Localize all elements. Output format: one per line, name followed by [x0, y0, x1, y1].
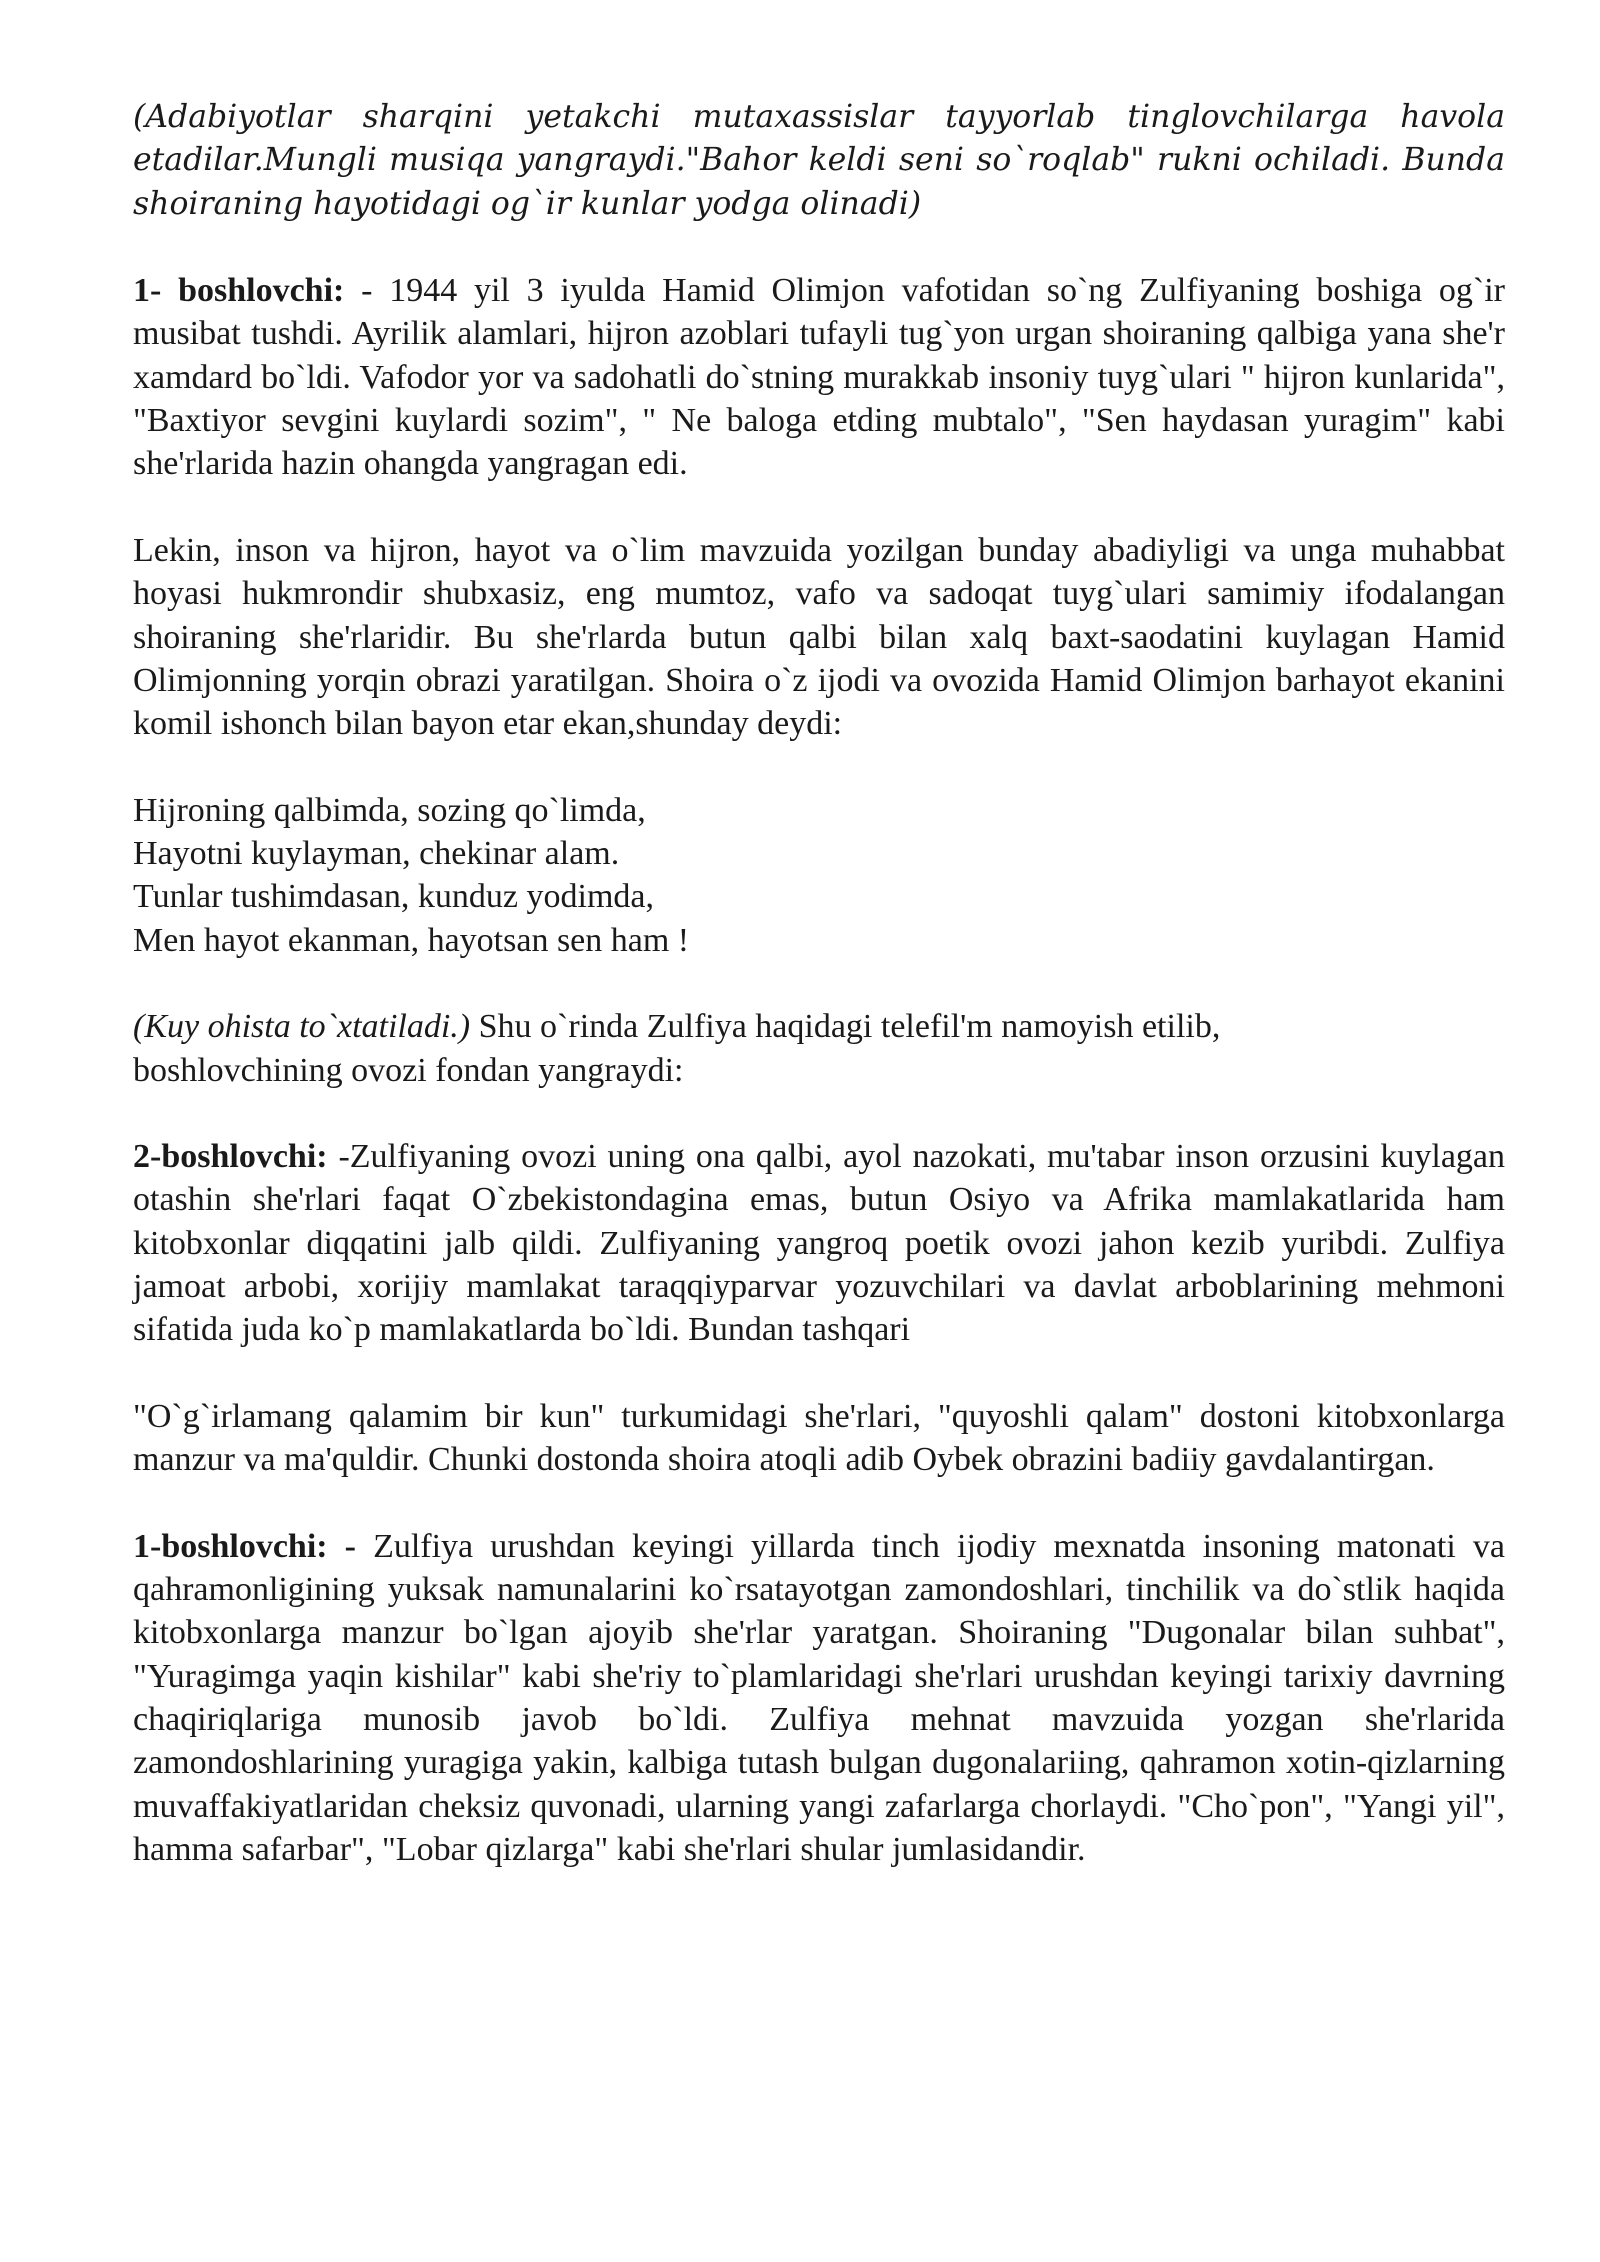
poem-line-1: Hijroning qalbimda, sozing qo`limda,: [133, 791, 646, 829]
stage-note-italic: (Kuy ohista to`xtatiladi.): [133, 1008, 471, 1046]
paragraph-third: "O`g`irlamang qalamim bir kun" turkumidagi she'rlari, "quyoshli qalam" dostoni kitobxonlarga manzur va ma'quldir. Chunki dostonda shoira atoqli adib Oybek obrazini badiiy gavdalantirgan.: [133, 1397, 1505, 1479]
poem-quatrain: [133, 789, 1505, 962]
section-third-host-text: Zulfiya urushdan keyingi yillarda tinch ijodiy mexnatda insoning matonati va qahramonligining yuksak namunalarini ko`rsatayotgan zamondoshlari, tinchilik va do`stlik haqida kitobxonlarga manzur bo`lgan ajoyib she'rlar yaratgan. Shoiraning "Dugonalar bilan suhbat", "Yuragimga yaqin kishilar" kabi she'riy to`plamlaridagi she'rlari urushdan keyingi tarixiy davrning chaqiriqlariga munosib javob bo`ldi. Zulfiya mehnat mavzuida yozgan she'rlarida zamondoshlarining yuragiga yakin, kalbiga tutash bulgan dugonalariing, qahramon xotin-qizlarning muvaffakiyatlaridan cheksiz quvonadi, ularning yangi zafarlarga chorlaydi. "Cho`pon", "Yangi yil", hamma safarbar", "Lobar qizlarga" kabi she'rlari shular jumlasidandir.: [133, 1527, 1505, 1868]
poem-line-3: Tunlar tushimdasan, kunduz yodimda,: [133, 878, 654, 916]
speaker-label-host-2: 2-boshlovchi:: [133, 1138, 328, 1176]
speaker-label-host-1-again: 1-boshlovchi: -: [133, 1527, 356, 1565]
speaker-label-host-1: 1- boshlovchi:: [133, 272, 345, 310]
section-first-host-text: - 1944 yil 3 iyulda Hamid Olimjon vafotidan so`ng Zulfiyaning boshiga og`ir musibat tushdi. Ayrilik alamlari, hijron azoblari tufayli tug`yon urgan shoiraning qalbiga yana she'r xamdard bo`ldi. Vafodor yor va sadohatli do`stning murakkab insoniy tuyg`ulari " hijron kunlarida", "Baxtiyor sevgini kuylardi sozim", " Ne baloga etding mubtalo", "Sen haydasan yuragim" kabi she'rlarida hazin ohangda yangragan edi.: [133, 272, 1505, 483]
stage-note-paragraph: [133, 1005, 1505, 1092]
section-first-host: [133, 269, 1505, 485]
document-page: [133, 96, 1505, 1914]
poem-line-2: Hayotni kuylayman, chekinar alam.: [133, 835, 620, 873]
stage-note-text-1: Shu o`rinda Zulfiya haqidagi telefil'm namoyish etilib,: [470, 1008, 1221, 1046]
section-third-host: [133, 1525, 1505, 1871]
intro-stage-direction: (Adabiyotlar sharqini yetakchi mutaxassislar tayyorlab tinglovchilarga havola etadilar.Mungli musiqa yangraydi."Bahor keldi seni so`roqlab" rukni ochiladi. Bunda shoiraning hayotidagi og`ir kunlar yodga olinadi): [133, 99, 1505, 222]
section-second-host-text: -Zulfiyaning ovozi uning ona qalbi, ayol nazokati, mu'tabar inson orzusini kuylagan otashin she'rlari faqat O`zbekistondagina emas, butun Osiyo va Afrika mamlakatlarida ham kitobxonlar diqqatini jalb qildi. Zulfiyaning yangroq poetik ovozi jahon kezib yuribdi. Zulfiya jamoat arbobi, xorijiy mamlakat taraqqiyparvar yozuvchilari va davlat arboblarining mehmoni sifatida juda ko`p mamlakatlarda bo`ldi. Bundan tashqari: [133, 1138, 1505, 1349]
section-second-host: [133, 1135, 1505, 1351]
poem-line-4: Men hayot ekanman, hayotsan sen ham !: [133, 921, 690, 959]
paragraph-second: Lekin, inson va hijron, hayot va o`lim mavzuida yozilgan bunday abadiyligi va unga muhabbat hoyasi hukmrondir shubxasiz, eng mumtoz, vafo va sadoqat tuyg`ulari samimiy ifodalangan shoiraning she'rlaridir. Bu she'rlarda butun qalbi bilan xalq baxt-saodatini kuylagan Hamid Olimjonning yorqin obrazi yaratilgan. Shoira o`z ijodi va ovozida Hamid Olimjon barhayot ekanini komil ishonch bilan bayon etar ekan,shunday deydi:: [133, 531, 1505, 743]
stage-note-text-2: boshlovchining ovozi fondan yangraydi:: [133, 1051, 684, 1089]
